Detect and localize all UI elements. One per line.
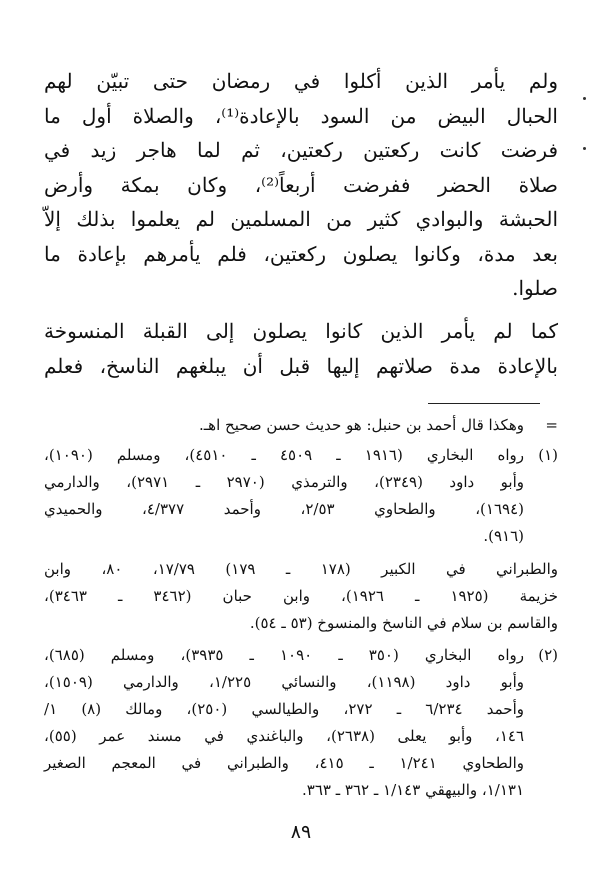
footnote-body — [44, 412, 524, 439]
text-line: الحبال البيض من السود بالإعادة⁽¹⁾، والصلاة أول ما — [44, 103, 558, 128]
footnote-line: وهكذا قال أحمد بن حنبل: هو حديث حسن صحيح اهـ. — [199, 416, 524, 434]
paragraph-2 — [44, 314, 558, 383]
footnote-marker: (١) — [538, 446, 558, 464]
footnote-line: (١٦٩٤)، والطحاوي ٢/٥٣، وأحمد ٤/٣٧٧، والحميدي — [44, 500, 524, 518]
footnote-line: وأبو داود (٢٣٤٩)، والترمذي (٢٩٧٠ ـ ٢٩٧١)، والدارمي — [44, 473, 525, 491]
footnote-continuation — [44, 412, 558, 439]
text-line: بالإعادة مدة صلاتهم إليها قبل أن يبلغهم الناسخ، فعلم — [44, 353, 558, 378]
footnote-line: وأبو داود (١١٩٨)، والنسائي ١/٢٢٥، والدارمي (١٥٠٩)، — [44, 673, 524, 691]
footnote-line: رواه البخاري (١٩١٦ ـ ٤٥٠٩ ـ ٤٥١٠)، ومسلم (١٠٩٠)، — [44, 446, 524, 464]
footnote-1 — [44, 442, 558, 550]
page-number: ٨٩ — [290, 821, 312, 843]
text-line: الحبشة والبوادي كثير من المسلمين لم يعلموا بذلك إلاّ — [44, 207, 558, 231]
footnote-line: ١٤٦، وأبو يعلى (٢٦٣٨)، والباغندي في مسند عمر (٥٥)، — [44, 727, 524, 745]
footnote-line: وأحمد ٦/٢٣٤ ـ ٢٧٢، والطيالسي (٢٥٠)، ومالك (٨) ١/ — [44, 700, 524, 718]
text-line: صلوا. — [512, 276, 558, 300]
text-line: ولم يأمر الذين أكلوا في رمضان حتى تبيّن لهم — [44, 69, 558, 93]
footnote-line: والقاسم بن سلام في الناسخ والمنسوخ (٥٣ ـ ٥٤). — [249, 614, 558, 632]
footnote-line: رواه البخاري (٣٥٠ ـ ١٠٩٠ ـ ٣٩٣٥)، ومسلم (٦٨٥)، — [44, 646, 524, 664]
footnote-marker: = — [545, 416, 558, 434]
text-line: كما لم يأمر الذين كانوا يصلون إلى القبلة المنسوخة — [44, 319, 558, 343]
margin-mark — [583, 147, 586, 150]
footnote-body — [44, 642, 524, 804]
footnote-line: (٩١٦). — [483, 527, 524, 545]
text-line: فرضت كانت ركعتين ركعتين، ثم لما هاجر زيد في — [44, 138, 558, 162]
footnote-separator — [428, 403, 540, 404]
footnote-marker: (٢) — [538, 646, 558, 664]
footnote-line: ١/١٣١، والبيهقي ١/١٤٣ ـ ٣٦٢ ـ ٣٦٣. — [302, 781, 524, 799]
footnote-line: خزيمة (١٩٢٥ ـ ١٩٢٦)، وابن حبان (٣٤٦٢ ـ ٣٤٦٣)، — [44, 587, 559, 605]
footnote-2 — [44, 642, 558, 804]
footnote-line: والطبراني في الكبير (١٧٨ ـ ١٧٩) ١٧/٧٩، ٨٠، وابن — [44, 560, 558, 578]
footnote-body — [44, 556, 558, 637]
paragraph-1 — [44, 64, 558, 306]
footnote-body — [44, 442, 524, 550]
footnote-1-continued — [44, 556, 558, 637]
text-line: صلاة الحضر ففرضت أربعاً⁽²⁾، وكان بمكة وأرض — [44, 172, 558, 197]
margin-mark — [583, 97, 586, 100]
footnote-line: والطحاوي ١/٢٤١ ـ ٤١٥، والطبراني في المعجم الصغير — [44, 754, 524, 772]
text-line: بعد مدة، وكانوا يصلون ركعتين، فلم يأمرهم بإعادة ما — [44, 241, 558, 266]
